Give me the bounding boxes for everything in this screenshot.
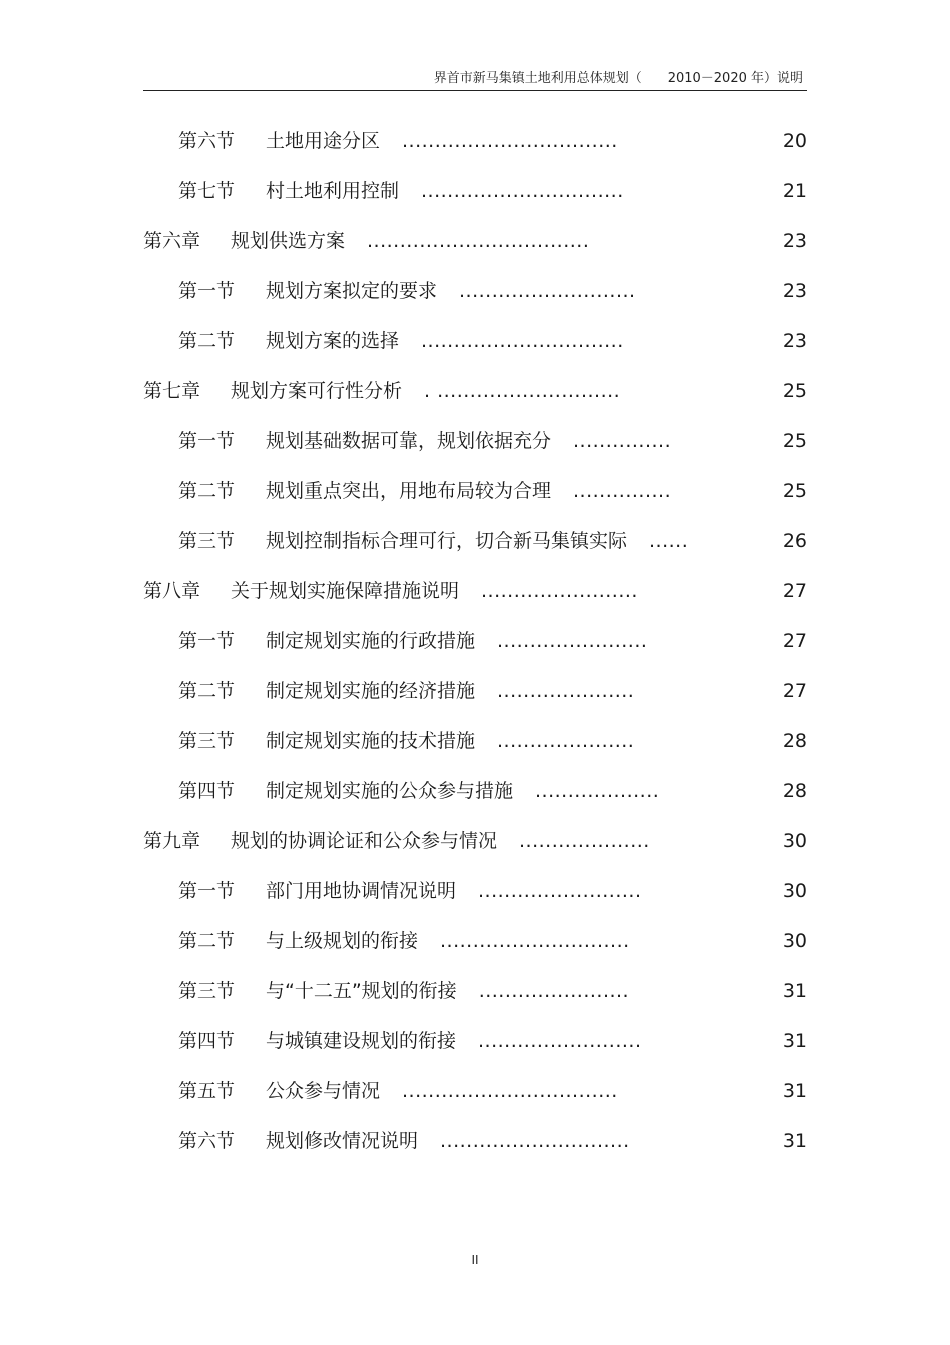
toc-entry-label: 第一节 [178, 280, 236, 302]
toc-page-number: 30 [782, 830, 807, 852]
toc-entry-title: 制定规划实施的公众参与措施 [266, 780, 514, 802]
toc-page-number: 27 [782, 580, 807, 602]
toc-section-row[interactable] [143, 716, 807, 766]
toc-section-row[interactable] [143, 466, 807, 516]
toc-dot-leader: ................................. [402, 130, 618, 152]
toc-entry-label: 第五节 [178, 1080, 236, 1102]
toc-dot-leader: .................... [519, 830, 650, 852]
toc-page-number: 31 [782, 980, 807, 1002]
toc-section-row[interactable] [143, 266, 807, 316]
toc-entry-label: 第六章 [143, 230, 201, 252]
toc-section-row[interactable] [143, 916, 807, 966]
toc-entry-title: 规划控制指标合理可行，切合新马集镇实际 [266, 530, 628, 552]
toc-entry-label: 第九章 [143, 830, 201, 852]
toc-chapter-row[interactable] [143, 816, 807, 866]
toc-dot-leader: .................................. [367, 230, 590, 252]
toc-entry-title: 规划的协调论证和公众参与情况 [231, 830, 498, 852]
toc-section-row[interactable] [143, 766, 807, 816]
toc-page-number: 27 [782, 680, 807, 702]
toc-dot-leader: ............................. [440, 930, 630, 952]
toc-page-number: 23 [782, 230, 807, 252]
toc-entry-title: 与城镇建设规划的衔接 [266, 1030, 457, 1052]
toc-section-row[interactable] [143, 416, 807, 466]
toc-entry-label: 第二节 [178, 930, 236, 952]
toc-entry-label: 第三节 [178, 980, 236, 1002]
page-header [143, 64, 807, 91]
toc-page-number: 31 [782, 1130, 807, 1152]
toc-page-number: 31 [782, 1080, 807, 1102]
toc-page-number: 30 [782, 880, 807, 902]
toc-page-number: 23 [782, 280, 807, 302]
toc-dot-leader: ............................... [421, 180, 624, 202]
toc-entry-title: 土地用途分区 [266, 130, 381, 152]
toc-entry-title: 规划修改情况说明 [266, 1130, 419, 1152]
toc-entry-title: 制定规划实施的经济措施 [266, 680, 476, 702]
toc-page-number: 25 [782, 430, 807, 452]
toc-entry-label: 第六节 [178, 1130, 236, 1152]
toc-entry-title: 规划供选方案 [231, 230, 346, 252]
toc-section-row[interactable] [143, 166, 807, 216]
toc-entry-title: 关于规划实施保障措施说明 [231, 580, 460, 602]
toc-dot-leader: ...... [649, 530, 689, 552]
toc-dot-leader: ................................. [402, 1080, 618, 1102]
toc-section-row[interactable] [143, 1116, 807, 1166]
toc-entry-label: 第八章 [143, 580, 201, 602]
toc-chapter-row[interactable] [143, 366, 807, 416]
toc-dot-leader: ..................... [497, 730, 635, 752]
toc-dot-leader: ..................... [497, 680, 635, 702]
toc-entry-label: 第六节 [178, 130, 236, 152]
toc-page-number: 23 [782, 330, 807, 352]
toc-entry-label: 第七节 [178, 180, 236, 202]
toc-chapter-row[interactable] [143, 216, 807, 266]
toc-entry-label: 第三节 [178, 730, 236, 752]
toc-entry-title: 部门用地协调情况说明 [266, 880, 457, 902]
toc-dot-leader: ................... [535, 780, 660, 802]
toc-page-number: 31 [782, 1030, 807, 1052]
toc-entry-title: 与上级规划的衔接 [266, 930, 419, 952]
toc-entry-label: 第一节 [178, 430, 236, 452]
toc-dot-leader: ......................... [478, 1030, 642, 1052]
toc-page-number: 21 [782, 180, 807, 202]
toc-entry-label: 第四节 [178, 780, 236, 802]
toc-entry-label: 第二节 [178, 330, 236, 352]
toc-dot-leader: ........................ [481, 580, 638, 602]
toc-entry-title: 规划方案可行性分析 [231, 380, 403, 402]
toc-page-number: 20 [782, 130, 807, 152]
toc-section-row[interactable] [143, 866, 807, 916]
toc-page-number: 25 [782, 480, 807, 502]
toc-section-row[interactable] [143, 1066, 807, 1116]
table-of-contents [143, 116, 807, 1166]
toc-page-number: 28 [782, 730, 807, 752]
toc-entry-label: 第二节 [178, 480, 236, 502]
toc-entry-label: 第七章 [143, 380, 201, 402]
toc-entry-title: 制定规划实施的行政措施 [266, 630, 476, 652]
toc-page-number: 30 [782, 930, 807, 952]
toc-entry-label: 第一节 [178, 630, 236, 652]
toc-entry-title: 规划方案的选择 [266, 330, 400, 352]
toc-entry-title: 规划重点突出，用地布局较为合理 [266, 480, 552, 502]
toc-dot-leader: ............................. [440, 1130, 630, 1152]
toc-entry-label: 第三节 [178, 530, 236, 552]
toc-page-number: 25 [782, 380, 807, 402]
toc-entry-title: 规划方案拟定的要求 [266, 280, 438, 302]
toc-page-number: 26 [782, 530, 807, 552]
header-title: 界首市新马集镇土地利用总体规划（ 2010－2020 年）说明 [433, 71, 803, 86]
toc-chapter-row[interactable] [143, 566, 807, 616]
toc-entry-label: 第一节 [178, 880, 236, 902]
toc-section-row[interactable] [143, 316, 807, 366]
toc-entry-title: 规划基础数据可靠，规划依据充分 [266, 430, 552, 452]
toc-section-row[interactable] [143, 616, 807, 666]
toc-section-row[interactable] [143, 1016, 807, 1066]
toc-entry-title: 村土地利用控制 [266, 180, 400, 202]
toc-section-row[interactable] [143, 116, 807, 166]
page-number: II [471, 1253, 479, 1267]
toc-entry-label: 第四节 [178, 1030, 236, 1052]
toc-dot-leader: ....................... [497, 630, 648, 652]
toc-dot-leader: ........................... [459, 280, 636, 302]
toc-section-row[interactable] [143, 966, 807, 1016]
toc-dot-leader: ....................... [478, 980, 630, 1002]
toc-page-number: 27 [782, 630, 807, 652]
toc-entry-label: 第二节 [178, 680, 236, 702]
toc-section-row[interactable] [143, 666, 807, 716]
toc-dot-leader: ............................... [421, 330, 624, 352]
toc-entry-title: 公众参与情况 [266, 1080, 381, 1102]
toc-entry-title: 与“十二五”规划的衔接 [266, 980, 457, 1002]
toc-dot-leader: ......................... [478, 880, 642, 902]
toc-entry-title: 制定规划实施的技术措施 [266, 730, 476, 752]
toc-dot-leader: ............... [573, 430, 672, 452]
toc-dot-leader: ............... [573, 480, 672, 502]
toc-dot-leader: . ............................ [424, 380, 621, 402]
toc-page-number: 28 [782, 780, 807, 802]
toc-section-row[interactable] [143, 516, 807, 566]
